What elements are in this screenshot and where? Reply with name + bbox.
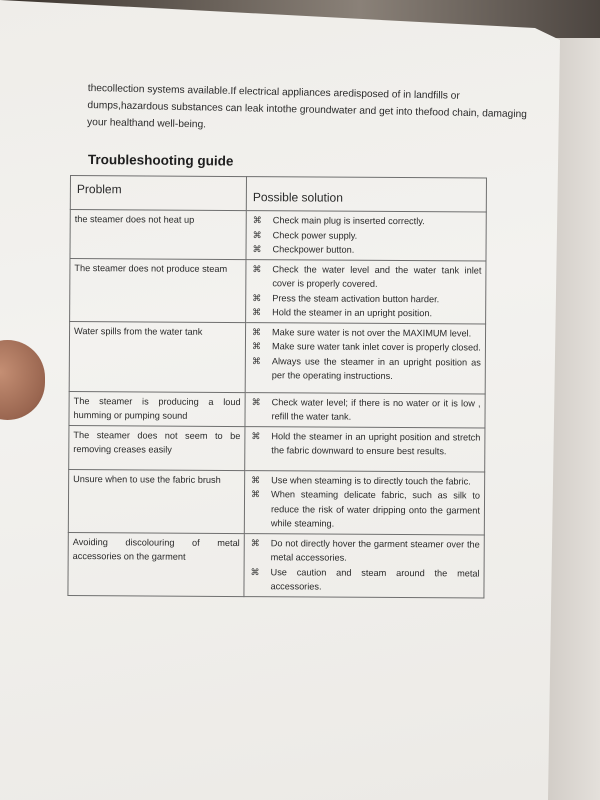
problem-cell: The steamer does not seem to be removing creases easily bbox=[69, 425, 245, 470]
table-row bbox=[69, 321, 485, 394]
problem-cell: Unsure when to use the fabric brush bbox=[68, 469, 244, 533]
command-key-icon: ⌘ bbox=[251, 355, 261, 366]
solution-text: Hold the steamer in an upright position and stretch the fabric downward to ensure best results. bbox=[271, 430, 481, 457]
troubleshooting-table bbox=[67, 175, 487, 598]
solution-cell bbox=[245, 426, 485, 471]
solution-list bbox=[249, 429, 480, 459]
command-key-icon: ⌘ bbox=[251, 474, 261, 485]
problem-cell: Avoiding discolouring of metal accessories on the garment bbox=[68, 532, 244, 596]
command-key-icon: ⌘ bbox=[252, 307, 262, 318]
solution-list bbox=[248, 536, 479, 595]
troubleshooting-table-wrapper bbox=[67, 175, 486, 598]
command-key-icon: ⌘ bbox=[250, 537, 260, 548]
section-title: Troubleshooting guide bbox=[87, 152, 234, 169]
solution-text: Make sure water tank inlet cover is properly closed. bbox=[271, 341, 481, 353]
problem-cell: The steamer is producing a loud humming or pumping sound bbox=[69, 391, 245, 426]
table-row bbox=[68, 469, 484, 535]
solution-item bbox=[249, 487, 480, 532]
table-header-row bbox=[70, 176, 486, 213]
solution-item bbox=[250, 339, 481, 355]
command-key-icon: ⌘ bbox=[252, 229, 262, 240]
solution-cell bbox=[244, 533, 484, 597]
solution-text: Check the water level and the water tank inlet cover is properly covered. bbox=[272, 263, 482, 289]
solution-cell bbox=[244, 470, 484, 534]
solution-item bbox=[251, 228, 482, 244]
solution-text: Checkpower button. bbox=[272, 244, 355, 255]
solution-item bbox=[249, 395, 480, 425]
solution-list bbox=[251, 213, 482, 258]
solution-text: Hold the steamer in an upright position. bbox=[272, 307, 433, 319]
solution-item bbox=[250, 262, 481, 292]
solution-list bbox=[249, 395, 480, 425]
intro-line: your healthand well-being. bbox=[86, 116, 207, 131]
solution-text: When steaming delicate fabric, such as silk to reduce the risk of water dripping onto the garment while steaming. bbox=[270, 489, 481, 529]
table-row bbox=[69, 425, 485, 472]
command-key-icon: ⌘ bbox=[252, 244, 262, 255]
problem-cell: Water spills from the water tank bbox=[69, 321, 245, 392]
solution-text: Press the steam activation button harder. bbox=[272, 292, 440, 304]
solution-item bbox=[249, 429, 480, 459]
problem-cell: The steamer does not produce steam bbox=[70, 258, 246, 322]
command-key-icon: ⌘ bbox=[251, 489, 261, 500]
command-key-icon: ⌘ bbox=[252, 215, 262, 226]
solution-list bbox=[250, 262, 481, 321]
solution-text: Do not directly hover the garment steamer over the metal accessories. bbox=[270, 537, 480, 563]
table-row bbox=[69, 391, 485, 428]
solution-text: Use when steaming is to directly touch the fabric. bbox=[271, 474, 471, 486]
solution-item bbox=[250, 325, 481, 341]
solution-item bbox=[250, 305, 481, 321]
solution-text: Use caution and steam around the metal accessories. bbox=[270, 566, 480, 592]
solution-text: Check water level; if there is no water or it is low , refill the water tank. bbox=[271, 396, 481, 422]
solution-item bbox=[249, 536, 480, 566]
solution-list bbox=[249, 473, 480, 532]
command-key-icon: ⌘ bbox=[251, 396, 261, 407]
intro-line: dumps,hazardous substances can leak intothe groundwater and get into thefood chain, damaging bbox=[87, 99, 527, 121]
solution-cell bbox=[246, 211, 486, 261]
header-solution: Possible solution bbox=[246, 177, 486, 212]
problem-cell: the steamer does not heat up bbox=[70, 210, 246, 260]
solution-item bbox=[248, 565, 479, 595]
command-key-icon: ⌘ bbox=[251, 430, 261, 441]
solution-cell bbox=[246, 259, 486, 323]
solution-text: Make sure water is not over the MAXIMUM level. bbox=[272, 326, 472, 338]
intro-paragraph bbox=[86, 80, 527, 139]
command-key-icon: ⌘ bbox=[251, 341, 261, 352]
intro-line: thecollection systems available.If electrical appliances aredisposed of in landfills or bbox=[87, 82, 460, 102]
header-problem: Problem bbox=[70, 176, 246, 211]
table-row bbox=[70, 258, 486, 324]
solution-item bbox=[250, 354, 481, 384]
command-key-icon: ⌘ bbox=[252, 326, 262, 337]
solution-item bbox=[250, 291, 481, 307]
solution-item bbox=[251, 213, 482, 229]
solution-cell bbox=[245, 392, 485, 427]
command-key-icon: ⌘ bbox=[252, 292, 262, 303]
table-row bbox=[70, 210, 486, 261]
solution-text: Check power supply. bbox=[272, 229, 358, 241]
solution-text: Check main plug is inserted correctly. bbox=[272, 215, 425, 227]
solution-text: Always use the steamer in an upright position as per the operating instructions. bbox=[271, 355, 481, 381]
command-key-icon: ⌘ bbox=[250, 566, 260, 577]
command-key-icon: ⌘ bbox=[252, 263, 262, 274]
solution-item bbox=[251, 242, 482, 258]
table-row bbox=[68, 532, 484, 598]
solution-cell bbox=[245, 322, 485, 393]
solution-item bbox=[249, 473, 480, 489]
solution-list bbox=[250, 325, 481, 384]
